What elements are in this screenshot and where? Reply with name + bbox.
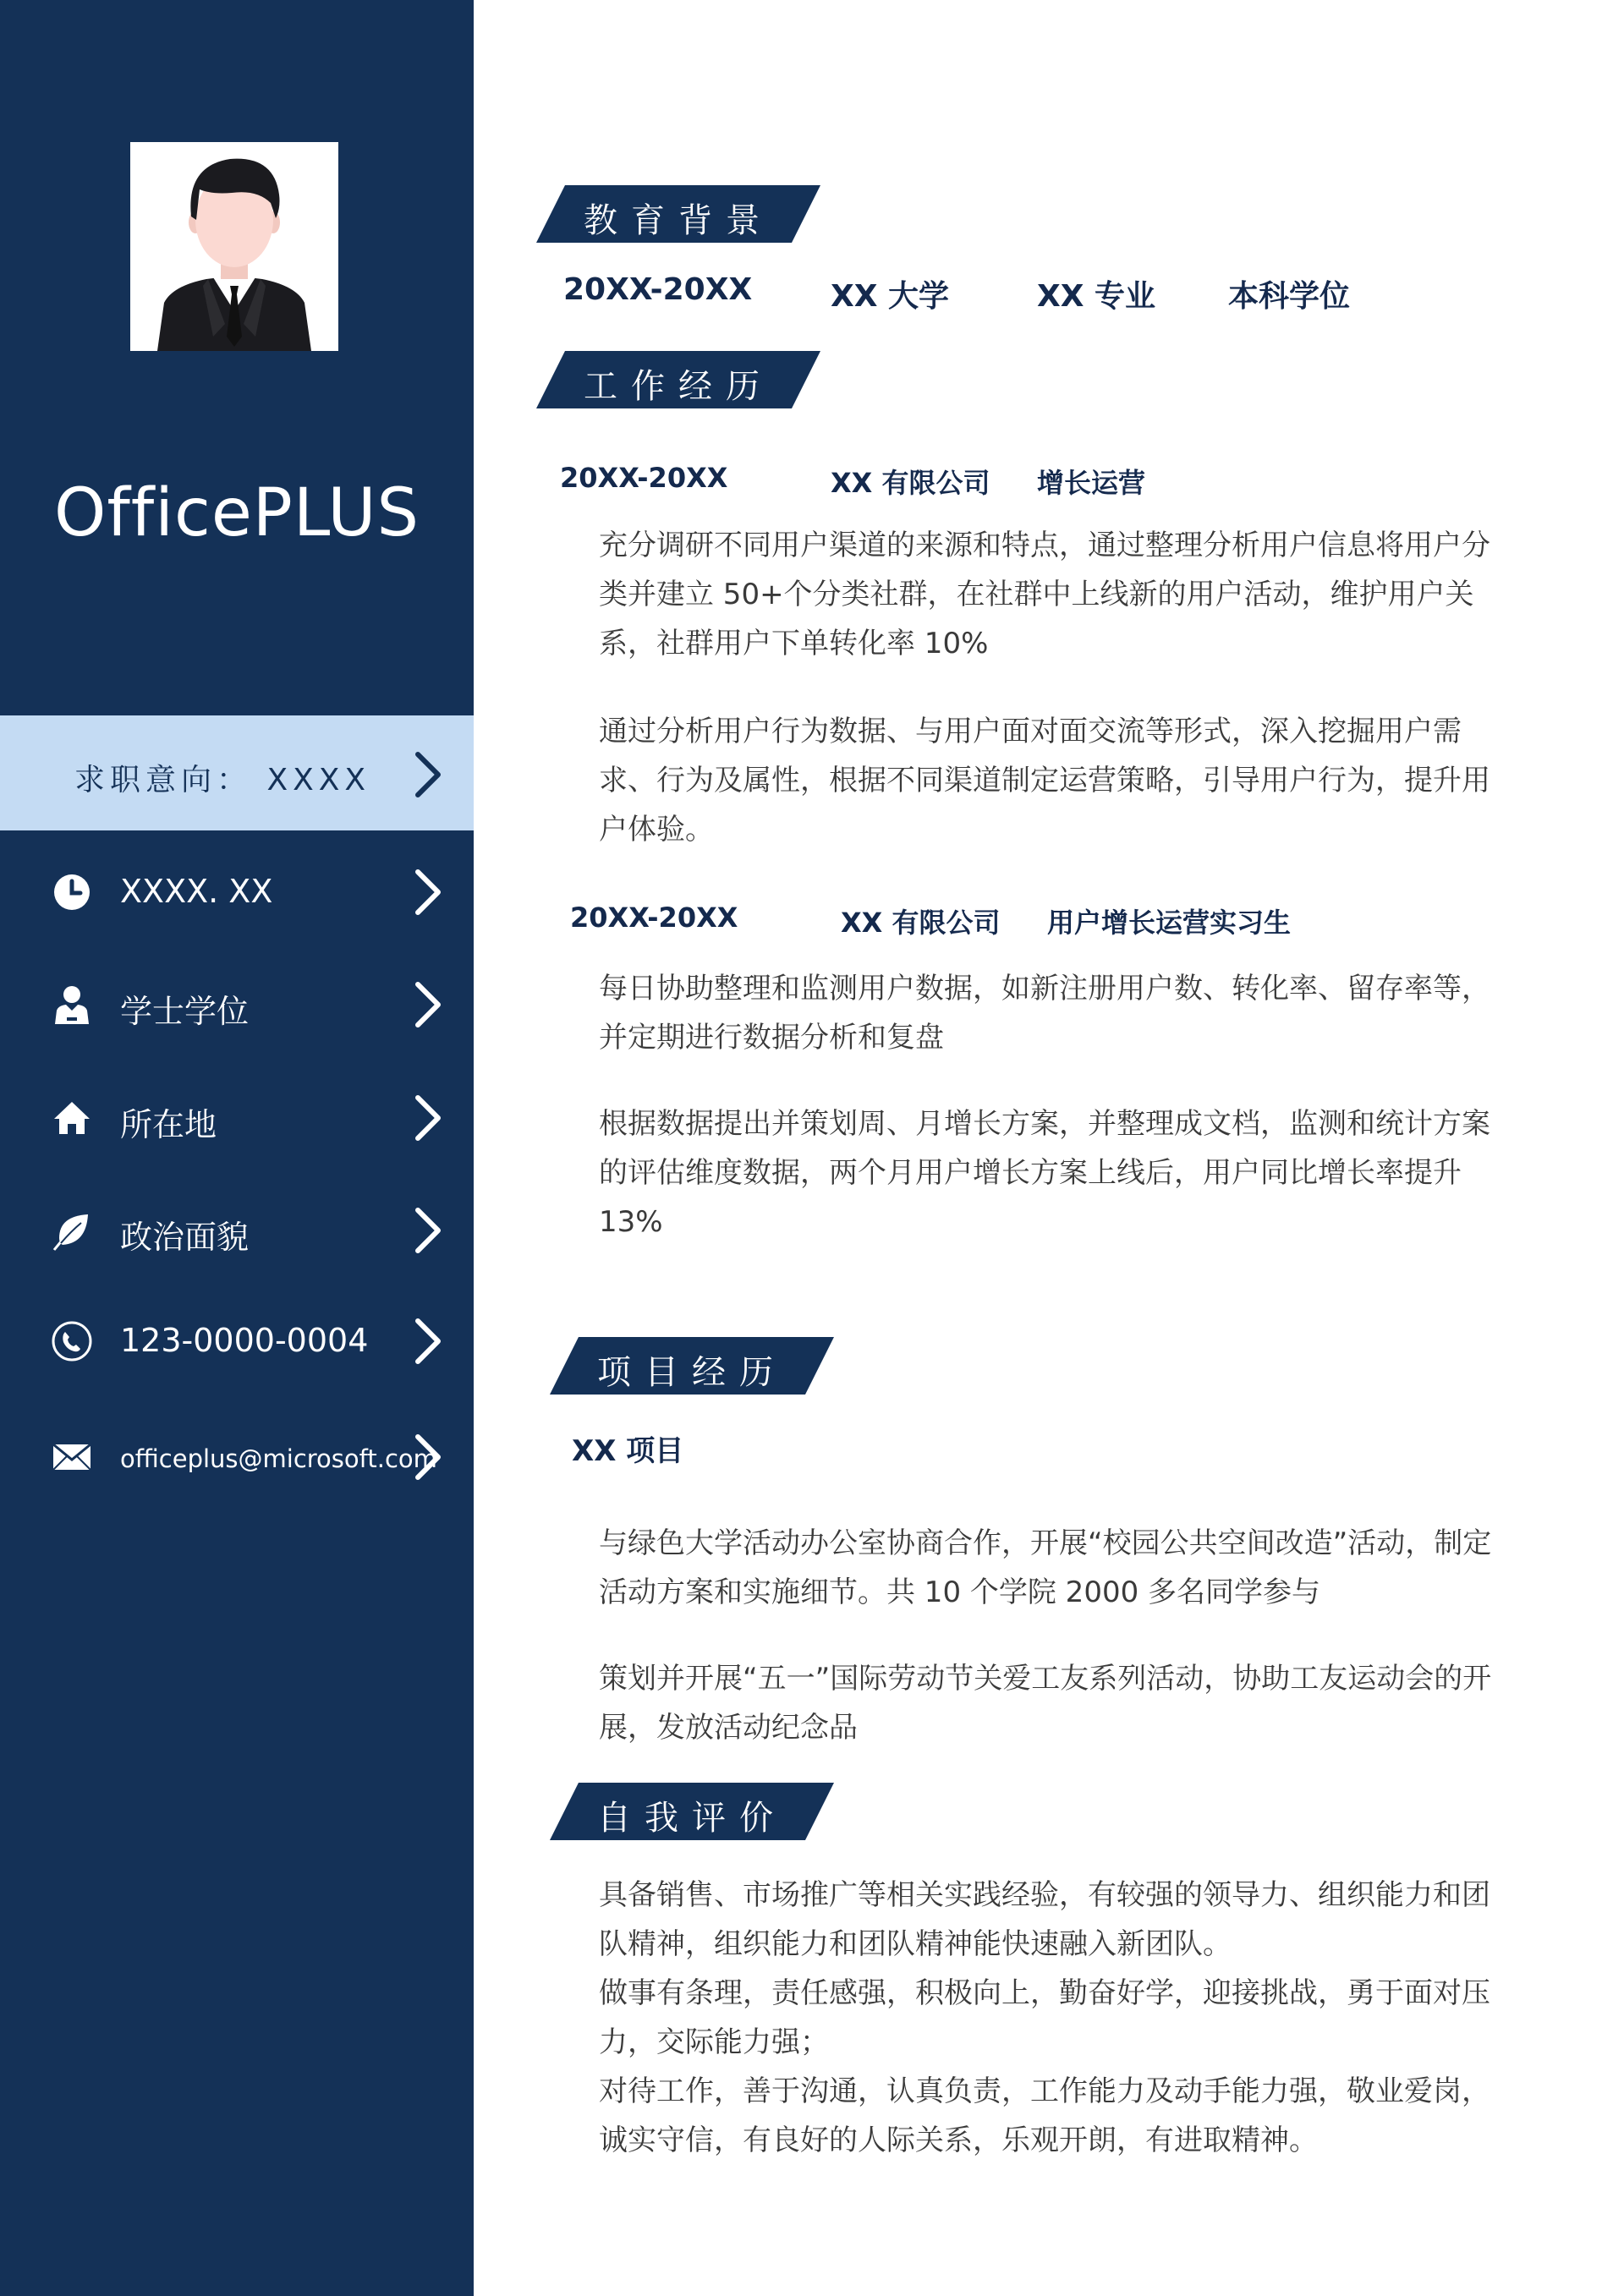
- project-paragraph-2: 策划并开展“五一”国际劳动节关爱工友系列活动，协助工友运动会的开展，发放活动纪念品: [599, 1662, 1492, 1745]
- chevron-right-icon: [404, 1205, 450, 1256]
- job-2-paragraph-2: 根据数据提出并策划周、月增长方案，并整理成文档，监测和统计方案的评估维度数据，两个月用户增长方案上线后，用户同比增长率提升 13%: [599, 1107, 1490, 1239]
- job-1-paragraph-2: 通过分析用户行为数据、与用户面对面交流等形式，深入挖掘用户需求、行为及属性，根据不同渠道制定运营策略，引导用户行为，提升用户体验。: [599, 715, 1490, 847]
- sidebar-item-label: XXXX. XX: [120, 873, 273, 910]
- evaluation-line-1: 具备销售、市场推广等相关实践经验，有较强的领导力、组织能力和团队精神，组织能力和团队精神能快速融入新团队。: [599, 1878, 1490, 1961]
- chevron-right-icon: [404, 1316, 450, 1367]
- job-1-paragraph-1: 充分调研不同用户渠道的来源和特点，通过整理分析用户信息将用户分类并建立 50+个分类社群，在社群中上线新的用户活动，维护用户关系，社群用户下单转化率 10%: [599, 529, 1490, 660]
- evaluation-line-2: 做事有条理，责任感强，积极向上，勤奋好学，迎接挑战，勇于面对压力，交际能力强；: [599, 1976, 1490, 2059]
- sidebar-item-location[interactable]: [0, 1080, 474, 1156]
- job-intent[interactable]: [0, 715, 474, 830]
- section-evaluation-title: 自我评价: [550, 1783, 834, 1840]
- avatar: [130, 142, 338, 351]
- section-work-title: 工作经历: [536, 351, 820, 408]
- chevron-right-icon: [404, 867, 450, 918]
- sidebar-item-phone[interactable]: [0, 1303, 474, 1379]
- job-2-role: 用户增长运营实习生: [1047, 907, 1292, 939]
- leaf-icon: [51, 1209, 93, 1252]
- sidebar: [0, 0, 474, 2296]
- sidebar-item-label: officeplus@microsoft.com: [120, 1444, 437, 1473]
- phone-icon: [51, 1320, 93, 1362]
- evaluation-line-3: 对待工作，善于沟通，认真负责，工作能力及动手能力强，敬业爱岗，诚实守信，有良好的人际关系，乐观开朗，有进取精神。: [599, 2074, 1490, 2157]
- education-major: XX 专业: [1037, 279, 1156, 314]
- mail-icon: [51, 1436, 93, 1478]
- job-1-company: XX 有限公司: [831, 467, 990, 499]
- sidebar-item-label: 123-0000-0004: [120, 1322, 369, 1359]
- section-project-title: 项目经历: [550, 1337, 834, 1395]
- chevron-right-icon: [404, 979, 450, 1030]
- avatar-illustration: [130, 142, 338, 351]
- sidebar-item-degree[interactable]: [0, 967, 474, 1043]
- education-period: 20XX-20XX: [563, 272, 753, 307]
- clock-icon: [51, 871, 93, 913]
- section-education-title: 教育背景: [536, 185, 820, 243]
- home-icon: [51, 1097, 93, 1139]
- sidebar-item-date[interactable]: [0, 854, 474, 930]
- person-icon: [51, 984, 93, 1026]
- job-2-period: 20XX-20XX: [570, 901, 738, 934]
- education-school: XX 大学: [831, 279, 950, 314]
- chevron-right-icon: [404, 1432, 450, 1482]
- sidebar-item-political[interactable]: [0, 1192, 474, 1269]
- sidebar-item-email[interactable]: [0, 1419, 474, 1495]
- chevron-right-icon: [404, 749, 450, 800]
- education-degree: 本科学位: [1228, 279, 1351, 314]
- project-paragraph-1: 与绿色大学活动办公室协商合作，开展“校园公共空间改造”活动，制定活动方案和实施细节。共 10 个学院 2000 多名同学参与: [599, 1526, 1492, 1609]
- sidebar-item-label: 政治面貌: [120, 1219, 250, 1256]
- chevron-right-icon: [404, 1093, 450, 1143]
- profile-name: OfficePLUS: [53, 475, 420, 551]
- job-2-company: XX 有限公司: [841, 907, 1001, 939]
- job-1-period: 20XX-20XX: [560, 462, 728, 494]
- sidebar-item-label: 学士学位: [120, 993, 250, 1030]
- sidebar-item-label: 所在地: [120, 1106, 217, 1143]
- job-1-role: 增长运营: [1037, 467, 1146, 499]
- job-intent-label: 求职意向： XXXX: [74, 763, 371, 797]
- project-name: XX 项目: [572, 1434, 684, 1468]
- job-2-paragraph-1: 每日协助整理和监测用户数据，如新注册用户数、转化率、留存率等，并定期进行数据分析和复盘: [599, 972, 1490, 1055]
